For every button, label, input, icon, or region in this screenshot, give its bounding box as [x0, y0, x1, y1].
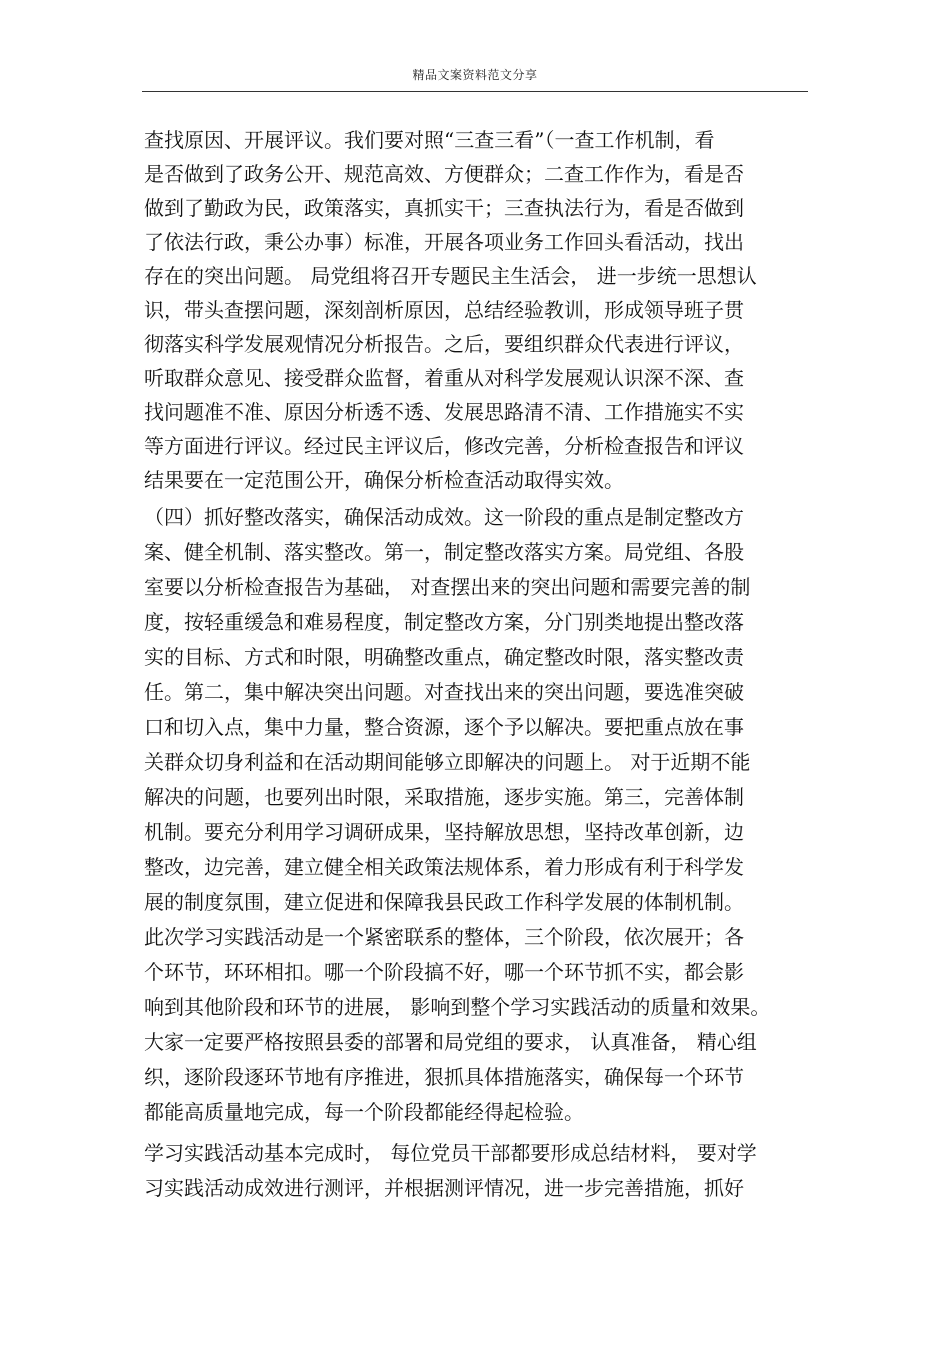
- text-line: 存在的突出问题。 局党组将召开专题民主生活会， 进一步统一思想认: [144, 264, 757, 288]
- text-line: 解决的问题，也要列出时限，采取措施，逐步实施。第三，完善体制: [144, 785, 744, 809]
- text-line: 实的目标、方式和时限，明确整改重点，确定整改时限，落实整改责: [144, 645, 744, 669]
- text-line: 是否做到了政务公开、规范高效、方便群众；二查工作作为，看是否: [144, 162, 744, 186]
- text-line: 整改，边完善，建立健全相关政策法规体系，着力形成有利于科学发: [144, 855, 744, 879]
- text-line: 结果要在一定范围公开，确保分析检查活动取得实效。: [144, 468, 624, 492]
- text-line: 任。第二，集中解决突出问题。对查找出来的突出问题，要选准突破: [144, 680, 744, 704]
- text-line: 机制。要充分利用学习调研成果，坚持解放思想，坚持改革创新，边: [144, 820, 744, 844]
- text-line: 了依法行政，秉公办事）标准，开展各项业务工作回头看活动，找出: [144, 230, 744, 254]
- text-line: 查找原因、开展评议。我们要对照“三查三看”（一查工作机制，看: [144, 128, 715, 152]
- page-header: 精品文案资料范文分享: [412, 68, 538, 82]
- text-line: 学习实践活动基本完成时， 每位党员干部都要形成总结材料， 要对学: [144, 1141, 757, 1165]
- text-line: 度，按轻重缓急和难易程度，制定整改方案，分门别类地提出整改落: [144, 610, 744, 634]
- text-line: 大家一定要严格按照县委的部署和局党组的要求， 认真准备， 精心组: [144, 1030, 757, 1054]
- text-line: 找问题准不准、原因分析透不透、发展思路清不清、工作措施实不实: [144, 400, 744, 424]
- text-line: 彻落实科学发展观情况分析报告。之后，要组织群众代表进行评议，: [144, 332, 744, 356]
- text-line: 口和切入点，集中力量，整合资源，逐个予以解决。要把重点放在事: [144, 715, 744, 739]
- text-line: 织，逐阶段逐环节地有序推进，狠抓具体措施落实，确保每一个环节: [144, 1065, 744, 1089]
- text-line: 习实践活动成效进行测评，并根据测评情况，进一步完善措施，抓好: [144, 1176, 744, 1200]
- text-line: 个环节，环环相扣。哪一个阶段搞不好，哪一个环节抓不实，都会影: [144, 960, 744, 984]
- text-line: 听取群众意见、接受群众监督，着重从对科学发展观认识深不深、查: [144, 366, 744, 390]
- text-line: 室要以分析检查报告为基础， 对查摆出来的突出问题和需要完善的制: [144, 575, 751, 599]
- section-heading-line: （四）抓好整改落实，确保活动成效。这一阶段的重点是制定整改方: [144, 505, 744, 529]
- text-line: 此次学习实践活动是一个紧密联系的整体，三个阶段，依次展开；各: [144, 925, 744, 949]
- text-line: 展的制度氛围，建立促进和保障我县民政工作科学发展的体制机制。: [144, 890, 744, 914]
- text-line: 做到了勤政为民，政策落实，真抓实干；三查执法行为，看是否做到: [144, 196, 744, 220]
- text-line: 识，带头查摆问题，深刻剖析原因，总结经验教训，形成领导班子贯: [144, 298, 744, 322]
- text-line: 响到其他阶段和环节的进展， 影响到整个学习实践活动的质量和效果。: [144, 995, 771, 1019]
- text-line: 等方面进行评议。经过民主评议后，修改完善，分析检查报告和评议: [144, 434, 744, 458]
- text-line: 关群众切身利益和在活动期间能够立即解决的问题上。 对于近期不能: [144, 750, 751, 774]
- text-line: 案、健全机制、落实整改。第一，制定整改落实方案。局党组、各股: [144, 540, 744, 564]
- text-line: 都能高质量地完成，每一个阶段都能经得起检验。: [144, 1100, 584, 1124]
